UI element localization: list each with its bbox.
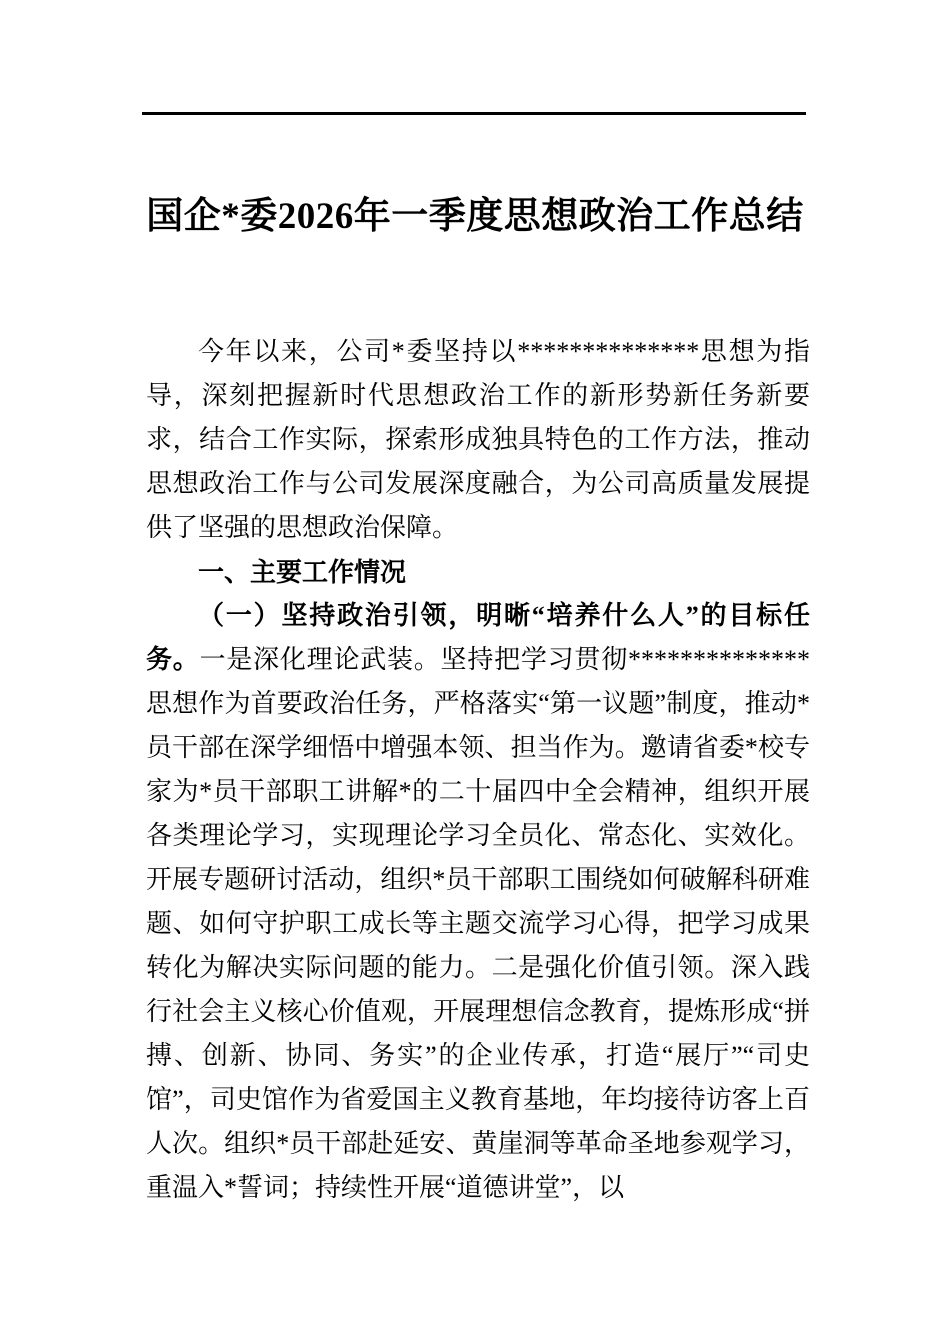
section-item-text: 一是深化理论武装。坚持把学习贯彻**************思想作为首要政治任务，严格落实“第一议题”制度，推动*员干部在深学细悟中增强本领、担当作为。邀请省委*校专家为*员干部职工讲解*的二十届四中全会精神，组织开展各类理论学习，实现理论学习全员化、常态化、实效化。开展专题研讨活动，组织*员干部职工围绕如何破解科研难题、如何守护职工成长等主题交流学习心得，把学习成果转化为解决实际问题的能力。二是强化价值引领。深入践行社会主义核心价值观，开展理想信念教育，提炼形成“拼搏、创新、协同、务实”的企业传承，打造“展厅”“司史馆”，司史馆作为省爱国主义教育基地，年均接待访客上百人次。组织*员干部赴延安、黄崖洞等革命圣地参观学习，重温入*誓词；持续性开展“道德讲堂”，以 [146,645,810,1202]
document-title: 国企*委2026年一季度思想政治工作总结 [146,196,804,237]
header-divider [142,112,806,115]
intro-paragraph: 今年以来，公司*委坚持以**************思想为指导，深刻把握新时代思想政治工作的新形势新任务新要求，结合工作实际，探索形成独具特色的工作方法，推动思想政治工作与公司发展深度融合，为公司高质量发展提供了坚强的思想政治保障。 [146,337,810,542]
section-item-paragraph [146,594,810,1210]
section-item-lead: （一）坚持政治引领，明晰“培养什么人”的目标任务。 [146,601,810,674]
document-body [146,330,810,1210]
section-heading: 一、主要工作情况 [198,557,407,587]
